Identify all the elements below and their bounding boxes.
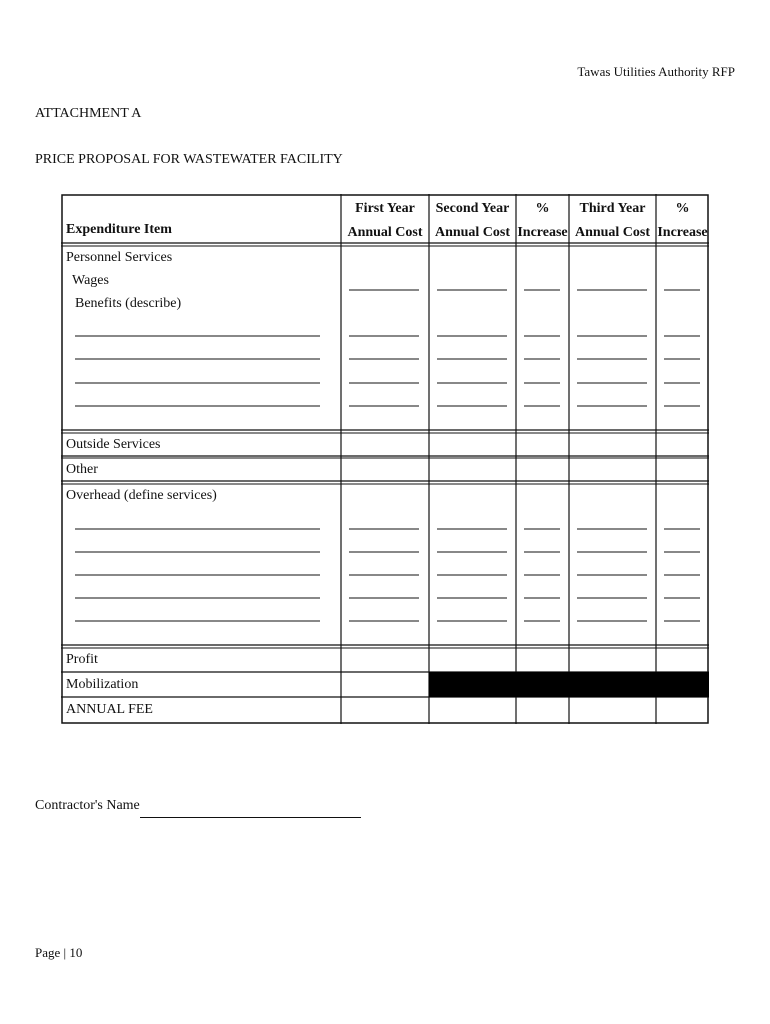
overhead-label: Overhead (define services) bbox=[66, 488, 217, 503]
benefits-label: Benefits (describe) bbox=[75, 296, 182, 311]
annual-fee-label: ANNUAL FEE bbox=[66, 702, 153, 717]
contractor-name-line bbox=[140, 817, 361, 818]
col-third-year-header: Third Year Annual Cost bbox=[574, 201, 651, 240]
other-label: Other bbox=[66, 462, 98, 477]
col-second-year-header: Second Year Annual Cost bbox=[434, 201, 511, 240]
col-increase-2-header: % Increase bbox=[657, 201, 708, 240]
page-number: Page | 10 bbox=[35, 945, 83, 960]
price-proposal-table bbox=[61, 194, 709, 724]
attachment-label: ATTACHMENT A bbox=[35, 106, 142, 121]
wages-label: Wages bbox=[72, 273, 109, 288]
mobilization-label: Mobilization bbox=[66, 677, 139, 692]
mobilization-blackout bbox=[429, 672, 709, 697]
col-first-year-header: First Year Annual Cost bbox=[347, 201, 423, 240]
document-header: Tawas Utilities Authority RFP bbox=[577, 64, 735, 79]
overhead-blanks bbox=[75, 529, 700, 621]
profit-label: Profit bbox=[66, 652, 98, 667]
col-increase-1-header: % Increase bbox=[517, 201, 568, 240]
table-grid bbox=[61, 194, 709, 724]
personnel-services-label: Personnel Services bbox=[66, 250, 173, 265]
outside-services-label: Outside Services bbox=[66, 437, 161, 452]
contractor-name-label: Contractor's Name bbox=[35, 798, 140, 813]
expenditure-item-header: Expenditure Item bbox=[66, 222, 172, 237]
proposal-title: PRICE PROPOSAL FOR WASTEWATER FACILITY bbox=[35, 152, 343, 167]
